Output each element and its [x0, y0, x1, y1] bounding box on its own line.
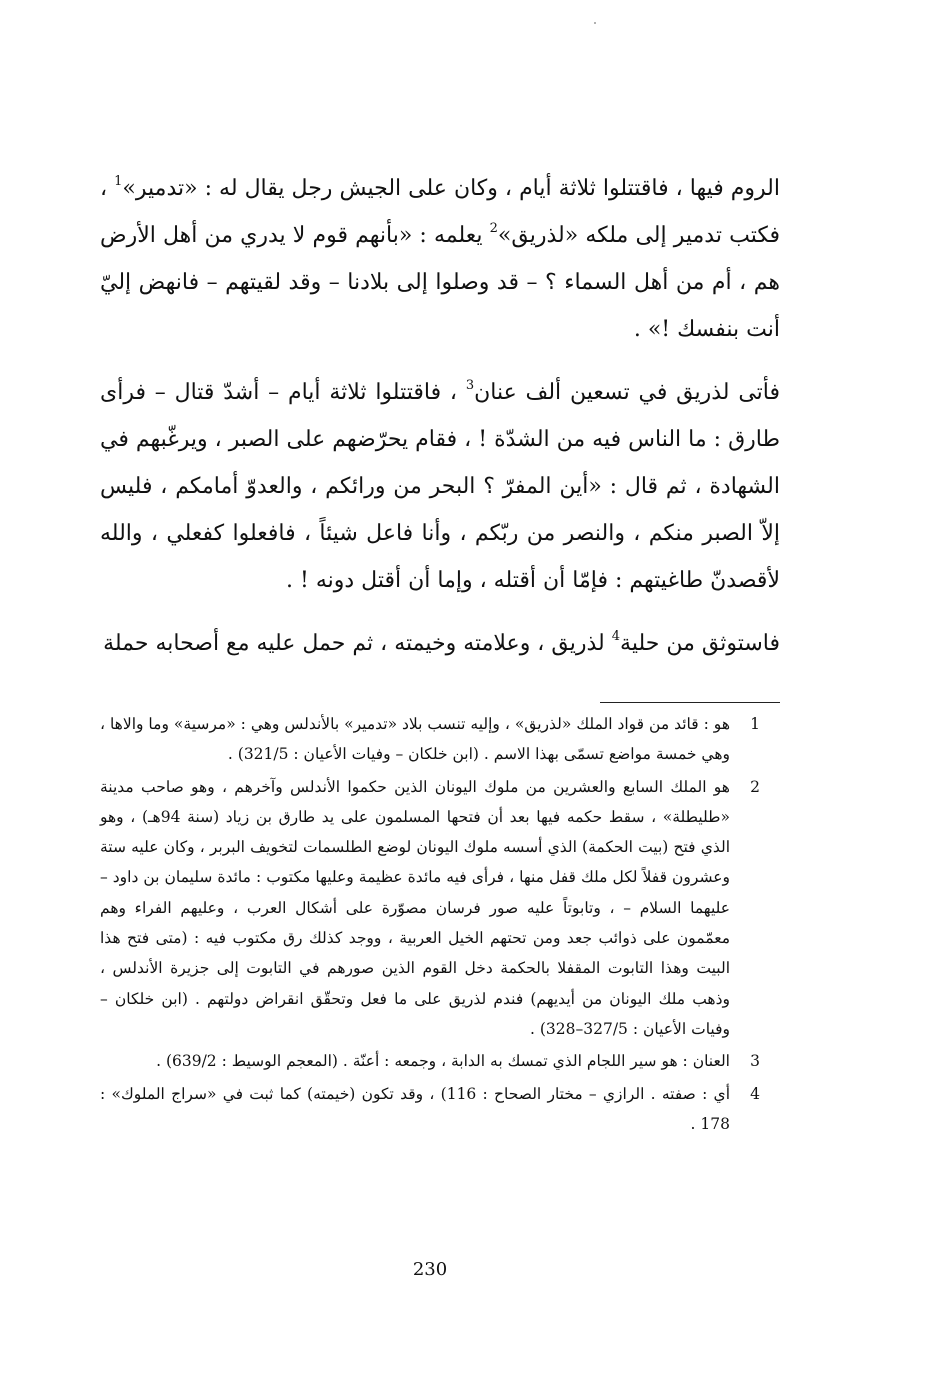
paragraph-2: فأتى لذريق في تسعين ألف عنان$^3$ ، فاقتتلوا ثلاثة أيام – أشدّ قتال – فرأى طارق : ما الناس فيه من الشدّة ! ، فقام يحرّضهم على الصبر ، ويرغّبهم في الشهادة ، ثم قال : «أين المفرّ ؟ البحر من ورائكم ، والعدوّ أمامكم ، فليس إلاّ الصبر منكم ، والنصر من ربّكم ، وأنا فاعل شيئاً ، فافعلوا كفعلي ، والله لأقصدنّ طاغيتهم : فإمّا أن أقتله ، وإما أن أقتل دونه ! .	[100, 378, 781, 593]
page-number: 230	[412, 1259, 448, 1280]
footnote-text: أي : صفته . الرازي – مختار الصحاح : 116) ، وقد تكون (خيمته) كما ثبت في «سراج الملوك» : 178 .	[100, 1084, 730, 1133]
footnote-text: هو الملك السابع والعشرين من ملوك اليونان الذين حكموا الأندلس وآخرهم ، وهو صاحب مدينة «طليطلة» ، سقط حكمه فيها بعد أن فتحها المسلمون على يد طارق بن زياد (سنة 94هـ) ، وهو الذي فتح (بيت الحكمة) الذي أسسه ملوك اليونان لوضع الطلسمات لتخويف البربر ، وكان عليه ستة وعشرون قفلاً لكل ملك قفل منها ، فرأى فيه مائدة عظيمة وعليها مكتوب : مائدة سليمان بن داود – عليهما السلام – ، وتابوتاً عليه صور فرسان مصوّرة على أشكال العرب ، وعليهم الفراء وهم معمّمون على ذوائب جعد ومن تحتهم الخيل العربية ، ووجد كذلك رق مكتوب فيه : (متى فتح هذا البيت وهذا التابوت المقفلا بالحكمة دخل القوم الذين صورهم في التابوت إلى جزيرة الأندلس ، وذهب ملك اليونان من أيديهم) فندم لذريق على ما فعل وتحقّق انقراض دولتهم . (ابن خلكان – وفيات الأعيان : 327/5–328) .	[100, 777, 730, 1038]
footnote-ref-3: 3	[465, 378, 475, 393]
footnotes	[100, 709, 762, 1141]
footnote-number: 2	[750, 777, 760, 796]
footnote-number: 1	[750, 715, 760, 733]
footnote-ref-2: 2	[489, 221, 498, 236]
paragraph-1: الروم فيها ، فاقتتلوا ثلاثة أيام ، وكان على الجيش رجل يقال له : «تدمير»$^1$ ، فكتب تدمير إلى ملكه «لذريق»$^2$ يعلمه : «بأنهم قوم لا يدري من أهل الأرض هم ، أم من أهل السماء ؟ – قد وصلوا إلى بلادنا – وقد لقيتهم – فانهض إليّ أنت بنفسك !» .	[100, 174, 781, 342]
footnote-ref-4: 4	[611, 629, 621, 644]
footnote-2	[100, 772, 762, 1045]
footnote-3	[100, 1046, 762, 1076]
footnote-1	[100, 709, 762, 770]
paragraph-3: فاستوثق من حلية$^4$ لذريق ، وعلامته وخيمته ، ثم حمل عليه مع أصحابه حملة	[103, 629, 780, 656]
footnote-number: 4	[750, 1084, 760, 1103]
footnote-text: العنان : هو سير اللجام الذي تمسك به الدابة ، وجمعه : أعنّة . (المعجم الوسيط : 639/2) .	[156, 1052, 730, 1071]
footnote-text: هو : قائد من قواد الملك «لذريق» ، وإليه تنسب بلاد «تدمير» بالأندلس وهي : «مرسية» وما والاها ، وهي خمسة مواضع تسمّى بهذا الاسم . (ابن خلكان – وفيات الأعيان : 321/5) .	[100, 715, 730, 764]
footnote-ref-1: 1	[114, 174, 123, 189]
footnote-number: 3	[750, 1052, 760, 1071]
footnote-4	[100, 1079, 762, 1140]
scan-speck	[594, 22, 596, 24]
footnote-separator	[600, 702, 780, 703]
main-text	[100, 165, 780, 667]
